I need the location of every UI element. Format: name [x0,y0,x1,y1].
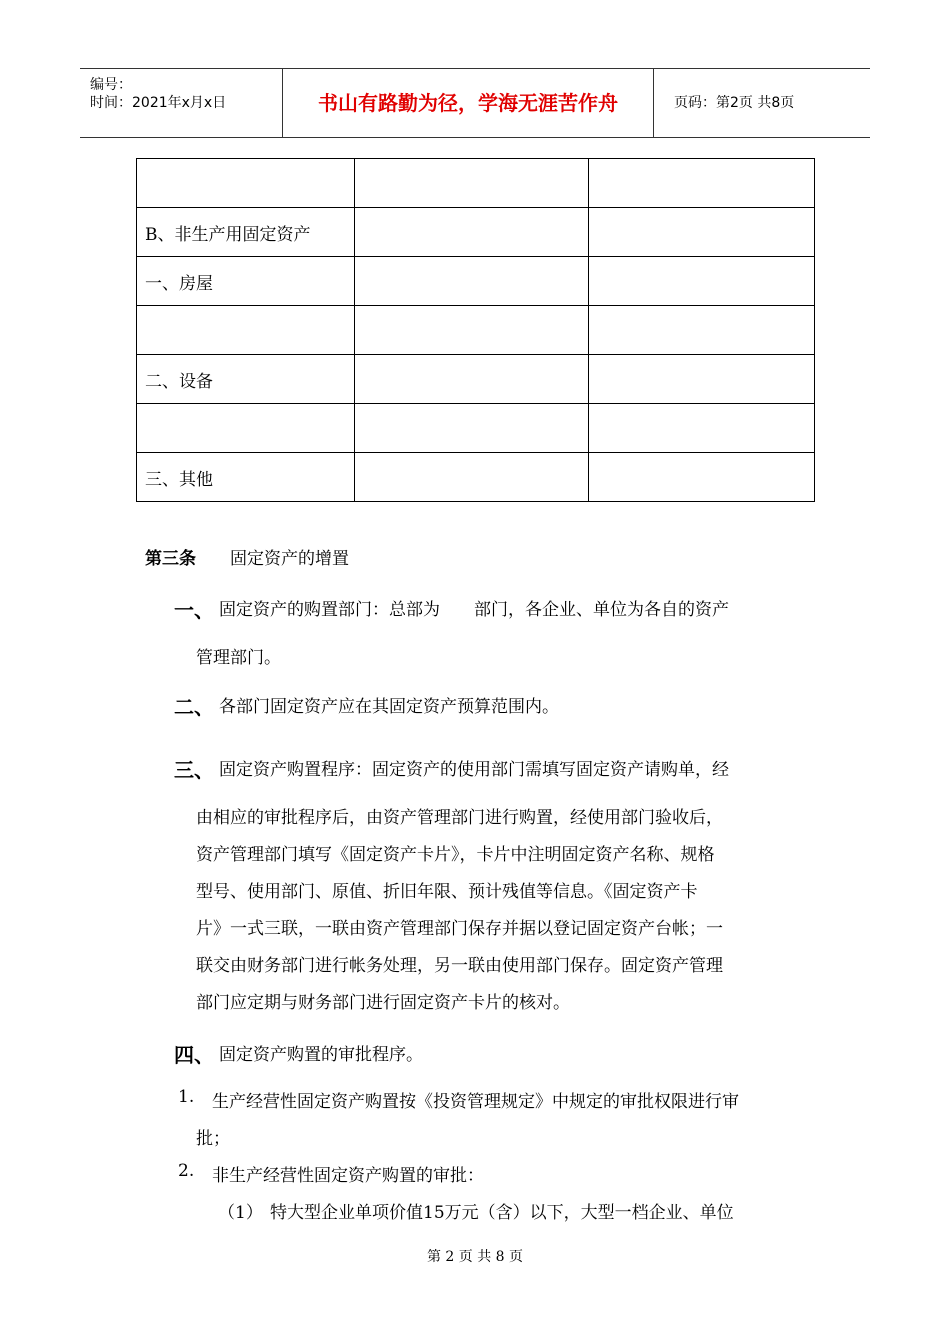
table-cell [355,208,589,257]
article-label: 第三条 [145,549,196,569]
section-text: 型号、使用部门、原值、折旧年限、预计残值等信息。《固定资产卡 [196,882,698,902]
table-cell [137,306,355,355]
table-cell [355,159,589,208]
header-page-info [664,69,870,137]
table-row [137,453,815,502]
table-cell [589,306,815,355]
document-header [80,68,870,138]
table-cell [355,257,589,306]
header-page-info-text: 页码：第2页 共8页 [674,95,795,111]
table-cell [589,453,815,502]
item-number: 1. [178,1087,195,1107]
section-number: 三、 [174,758,214,782]
table-cell [137,159,355,208]
section-text: 固定资产购置程序：固定资产的使用部门需填写固定资产请购单，经 [219,760,729,780]
item-number: 2. [178,1161,195,1181]
table-row [137,159,815,208]
section-text: 管理部门。 [196,648,281,668]
asset-table [136,158,815,502]
item-text: 生产经营性固定资产购置按《投资管理规定》中规定的审批权限进行审 [212,1092,739,1112]
table-cell [589,404,815,453]
table-cell: 一、房屋 [137,257,355,306]
table-row [137,355,815,404]
table-cell [355,306,589,355]
header-motto: 书山有路勤为径，学海无涯苦作舟 [283,69,654,137]
section-text: 部门应定期与财务部门进行固定资产卡片的核对。 [196,993,570,1013]
table-cell [355,355,589,404]
section-number: 二、 [174,695,214,719]
item-text: 批； [196,1129,230,1149]
table-row [137,257,815,306]
table-cell [137,404,355,453]
table-cell [589,257,815,306]
header-meta [80,69,283,137]
section-text: 片》一式三联，一联由资产管理部门保存并据以登记固定资产台帐；一 [196,919,723,939]
subitem-number: （1） [218,1203,263,1223]
table-row [137,306,815,355]
header-date: 时间：2021年x月x日 [90,95,227,111]
page-footer: 第 2 页 共 8 页 [426,1249,524,1265]
section-text: 各部门固定资产应在其固定资产预算范围内。 [219,697,559,717]
table-cell: B、非生产用固定资产 [137,208,355,257]
table-cell [355,404,589,453]
table-cell [589,208,815,257]
section-text: 固定资产购置的审批程序。 [219,1045,423,1065]
table-cell: 二、设备 [137,355,355,404]
section-number: 一、 [174,598,214,622]
section-text: 固定资产的购置部门：总部为 部门，各企业、单位为各自的资产 [219,600,729,620]
table-cell [355,453,589,502]
table-cell [589,159,815,208]
subitem-text: 特大型企业单项价值15万元（含）以下，大型一档企业、单位 [270,1203,734,1223]
header-number-label: 编号： [90,77,132,93]
article-title: 固定资产的增置 [230,549,349,569]
table-cell: 三、其他 [137,453,355,502]
table-row [137,208,815,257]
section-text: 由相应的审批程序后，由资产管理部门进行购置，经使用部门验收后， [196,808,723,828]
section-text: 资产管理部门填写《固定资产卡片》，卡片中注明固定资产名称、规格 [196,845,715,865]
table-cell [589,355,815,404]
section-number: 四、 [174,1043,214,1067]
table-row [137,404,815,453]
section-text: 联交由财务部门进行帐务处理，另一联由使用部门保存。固定资产管理 [196,956,723,976]
item-text: 非生产经营性固定资产购置的审批： [212,1166,484,1186]
